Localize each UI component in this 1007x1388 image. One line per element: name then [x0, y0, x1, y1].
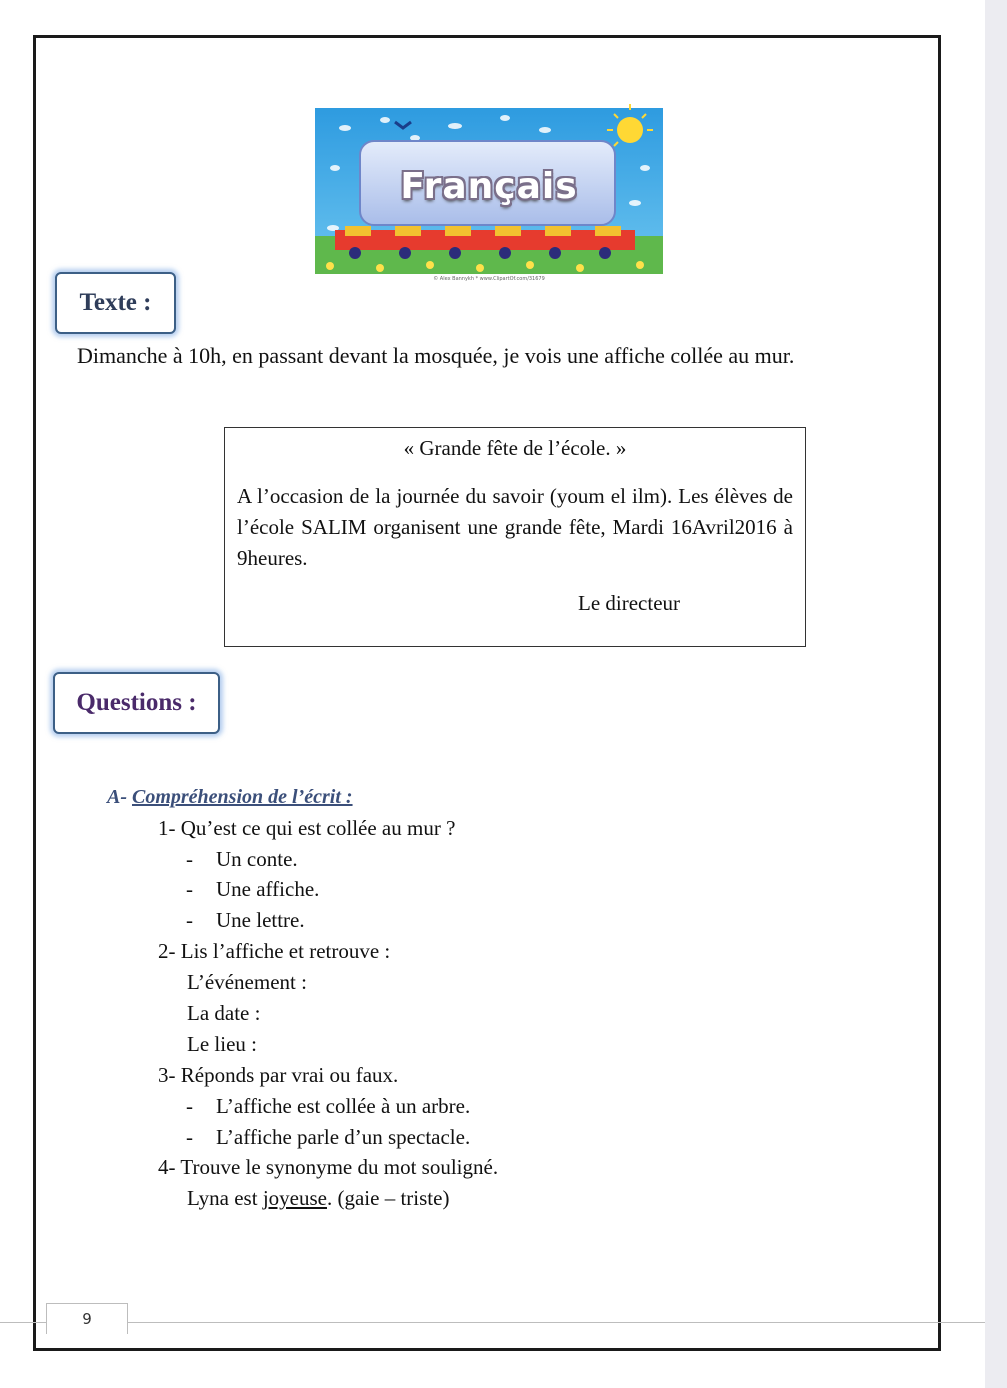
- q1-option: - Une affiche.: [186, 877, 320, 901]
- q1-option: - Une lettre.: [186, 908, 305, 932]
- question-2: 2- Lis l’affiche et retrouve :: [158, 939, 391, 963]
- banner-title: Français: [400, 166, 578, 207]
- q3-item-text: L’affiche est collée à un arbre.: [216, 1094, 471, 1118]
- poster-notice: [224, 427, 806, 647]
- underlined-word: joyeuse: [262, 1186, 327, 1210]
- q3-item: - L’affiche est collée à un arbre.: [186, 1094, 471, 1118]
- question-4: 4- Trouve le synonyme du mot souligné.: [158, 1155, 499, 1179]
- notice-signature: Le directeur: [578, 591, 681, 615]
- intro-sentence: Dimanche à 10h, en passant devant la mosquée, je vois une affiche collée au mur.: [77, 343, 795, 368]
- banner-credit: © Alex Bannykh * www.ClipartOf.com/31679: [433, 276, 545, 282]
- q1-option-text: Une lettre.: [216, 908, 305, 932]
- q1-option-text: Une affiche.: [216, 877, 320, 901]
- q4-sentence: [187, 1186, 449, 1211]
- notice-title: « Grande fête de l’école. »: [403, 436, 627, 460]
- q1-option-text: Un conte.: [216, 847, 298, 871]
- q2-item: Le lieu :: [187, 1032, 257, 1056]
- section-a-heading: [107, 786, 353, 809]
- questions-label: Questions :: [53, 672, 220, 734]
- side-strip: [985, 0, 1007, 1388]
- q2-item: L’événement :: [187, 970, 307, 994]
- q4-sentence-end: . (gaie – triste): [326, 1186, 450, 1210]
- notice-body: A l’occasion de la journée du savoir (youm el ilm). Les élèves de l’école SALIM organisent une grande fête, Mardi 16Avril2016 à 9heures.: [237, 484, 793, 570]
- page-footer-line: [0, 1322, 985, 1323]
- page-number: 9: [46, 1303, 128, 1334]
- q2-item: La date :: [187, 1001, 261, 1025]
- section-a-title: Compréhension de l’écrit :: [132, 786, 353, 808]
- texte-label: Texte :: [55, 272, 176, 334]
- q1-option: - Un conte.: [186, 847, 298, 871]
- francais-banner: [315, 108, 663, 282]
- q3-item: - L’affiche parle d’un spectacle.: [186, 1125, 471, 1149]
- q4-sentence-start: Lyna est: [187, 1186, 263, 1210]
- section-a-prefix: A-: [107, 786, 132, 808]
- question-3: 3- Réponds par vrai ou faux.: [158, 1063, 399, 1087]
- q3-item-text: L’affiche parle d’un spectacle.: [216, 1125, 471, 1149]
- question-1: 1- Qu’est ce qui est collée au mur ?: [158, 816, 456, 840]
